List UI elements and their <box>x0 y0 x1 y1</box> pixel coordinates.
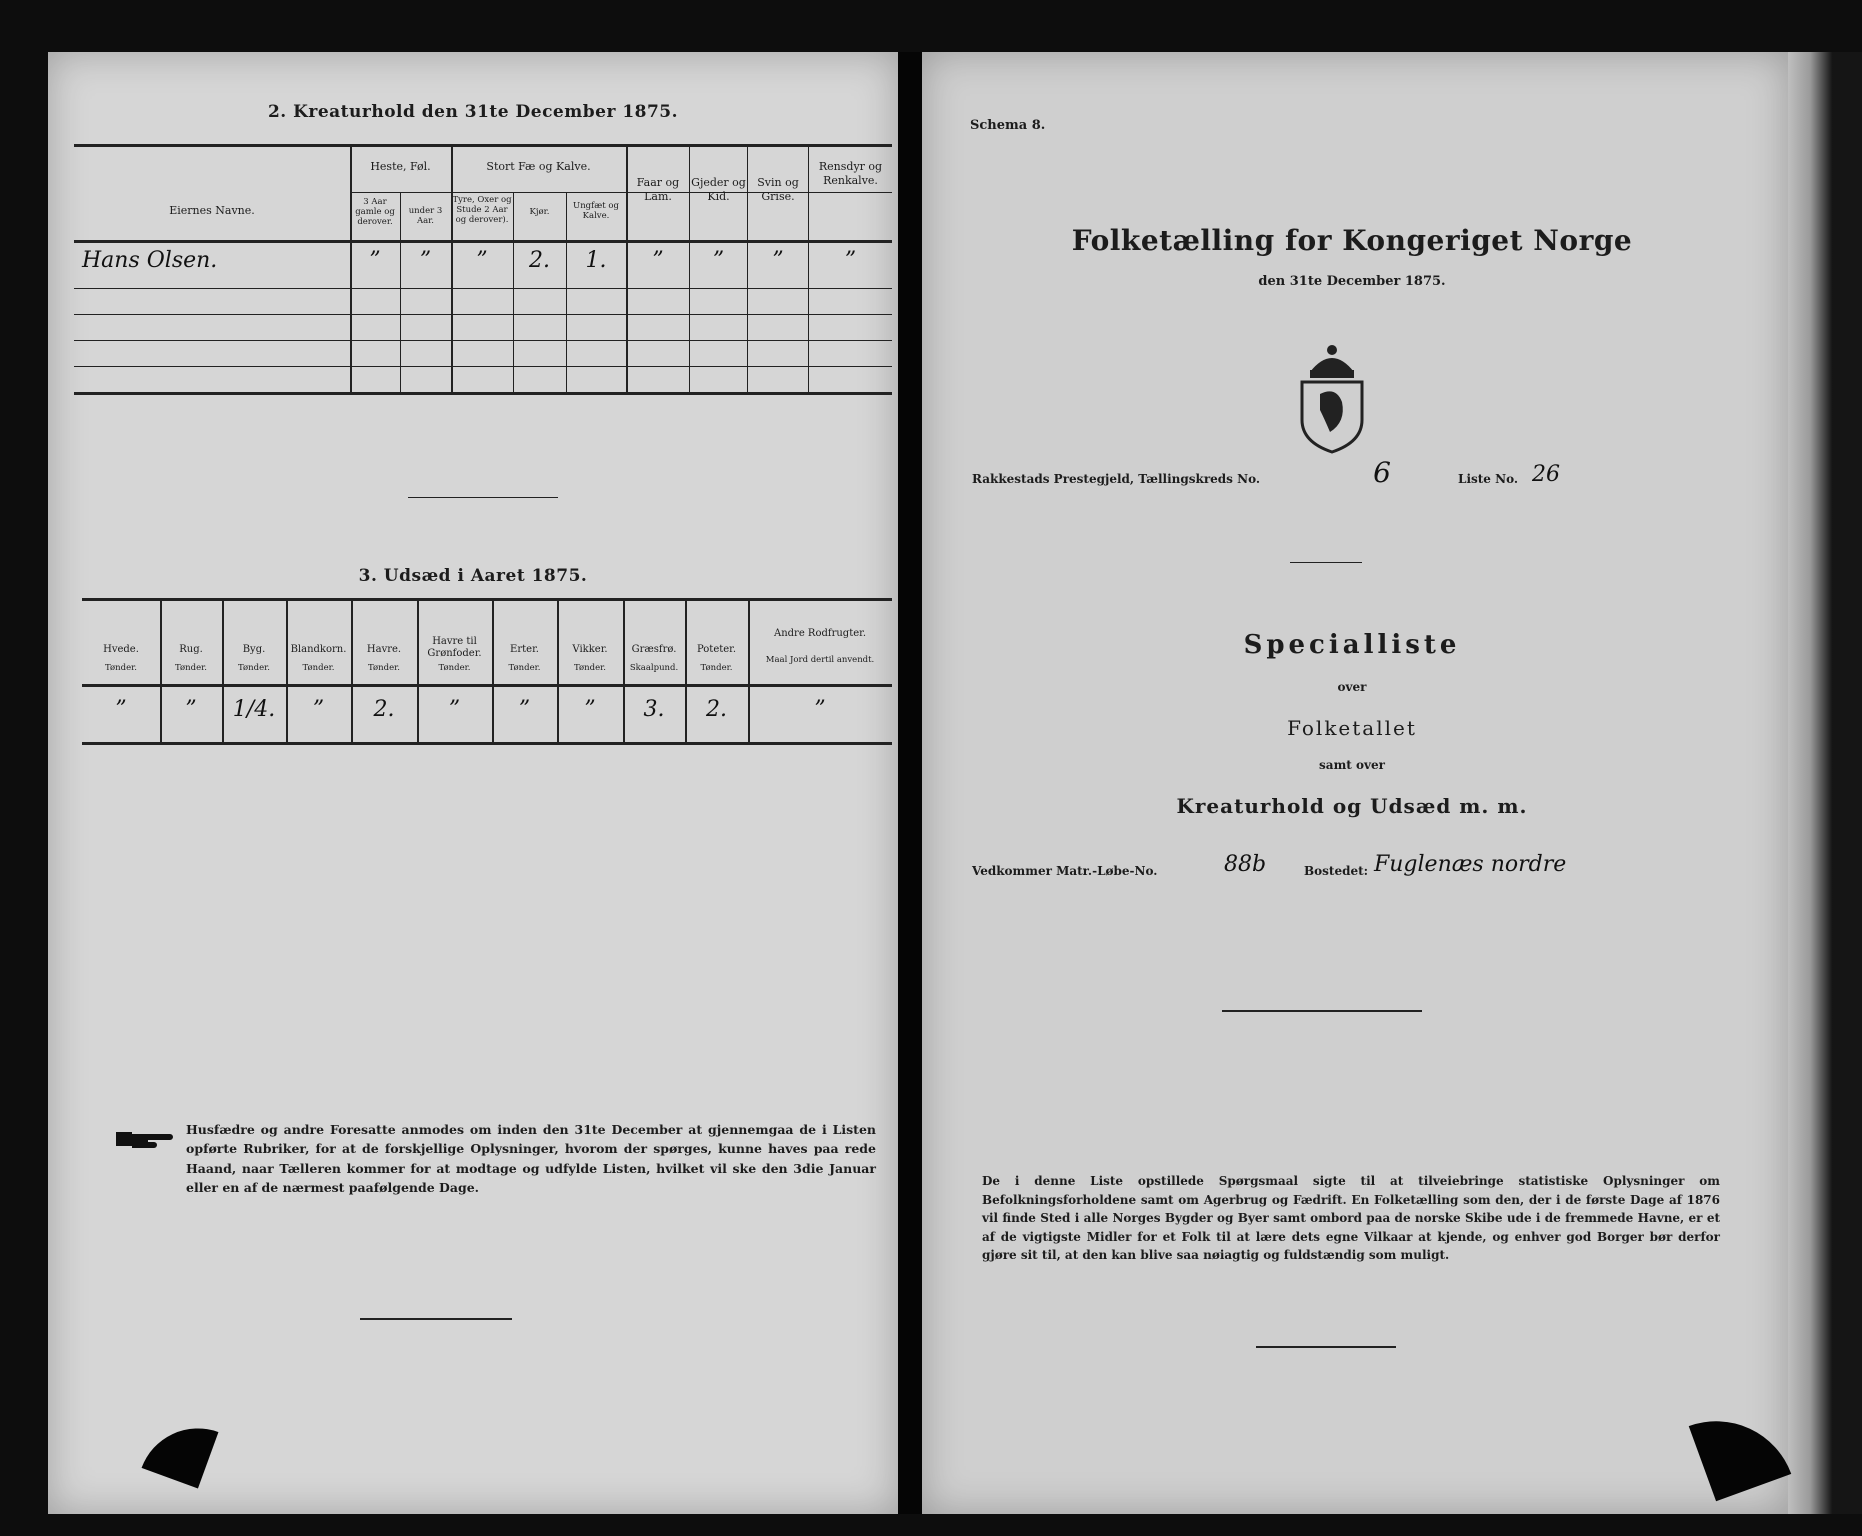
col-tyre-oxer: Tyre, Oxer og Stude 2 Aar og derover). <box>452 195 512 225</box>
kreds-number: 6 <box>1373 456 1391 489</box>
unit-andre-rodfrugter: Maal Jord dertil anvendt. <box>765 655 875 665</box>
unit-havre: Tønder. <box>368 663 400 673</box>
prestegjeld-label: Rakkestads Prestegjeld, Tællingskreds No. <box>972 472 1261 486</box>
col-havre: Havre. <box>366 644 402 655</box>
col-kjor: Kjør. <box>529 207 550 217</box>
notice-text: Husfædre og andre Foresatte anmodes om inden den 31te December at gjennemgaa de i Listen opførte Rubriker, for at de forskjellige Oplysninger, hvorom der spørges, kunne haves paa rede Haand, naar Tælleren kommer for at modtage og udfylde Listen, hvilket vil ske den 3die Januar eller en af de nærmest paafølgende Dage. <box>186 1122 876 1196</box>
col-gjeder: Gjeder og Kid. <box>691 176 746 203</box>
unit-graesfro: Skaalpund. <box>629 663 679 673</box>
val-byg: 1/4. <box>232 697 276 722</box>
val-poteter: 2. <box>706 697 727 722</box>
unit-poteter: Tønder. <box>700 663 733 673</box>
unit-rug: Tønder. <box>175 663 207 673</box>
unit-blandkorn: Tønder. <box>302 663 335 673</box>
col-faar: Faar og Lam. <box>636 176 680 203</box>
col-rensdyr: Rensdyr og Renkalve. <box>818 160 883 187</box>
col-eiernes-navne: Eiernes Navne. <box>169 204 255 217</box>
specialliste-heading: Specialliste <box>1243 630 1461 660</box>
bosted-value: Fuglenæs nordre <box>1374 852 1567 877</box>
bosted-label: Bostedet: <box>1304 864 1369 878</box>
col-rug: Rug. <box>179 644 203 655</box>
col-heste: Heste, Føl. <box>370 160 431 173</box>
col-graesfro: Græsfrø. <box>631 644 677 655</box>
liste-label: Liste No. <box>1458 472 1519 486</box>
col-byg: Byg. <box>242 644 266 655</box>
val-heste-3aar: ” <box>369 248 381 273</box>
col-heste-3aar: 3 Aar gamle og derover. <box>355 197 395 227</box>
matr-number: 88b <box>1223 852 1267 877</box>
col-vikker: Vikker. <box>572 644 608 655</box>
val-ungfae: 1. <box>585 248 607 273</box>
separator-line <box>408 497 558 498</box>
col-blandkorn: Blandkorn. <box>290 644 347 655</box>
val-heste-under3: ” <box>419 248 432 273</box>
main-title: Folketælling for Kongeriget Norge <box>1071 224 1633 257</box>
kreaturhold-heading: Kreaturhold og Udsæd m. m. <box>1176 794 1528 818</box>
col-svin: Svin og Grise. <box>757 176 799 203</box>
val-blandkorn: ” <box>312 697 325 722</box>
col-erter: Erter. <box>510 644 539 655</box>
unit-havre-gronfoder: Tønder. <box>438 663 471 673</box>
page-fold <box>898 52 922 1514</box>
val-erter: ” <box>518 697 531 722</box>
col-ungfae: Ungfæt og Kalve. <box>573 201 619 221</box>
val-havre-gronfoder: ” <box>448 697 461 722</box>
right-edge-shadow <box>1788 52 1862 1514</box>
val-vikker: ” <box>584 697 596 722</box>
kreaturhold-title: 2. Kreaturhold den 31te December 1875. <box>267 102 679 122</box>
pointing-hand-icon <box>114 1124 176 1154</box>
schema-label: Schema 8. <box>970 118 1046 133</box>
val-hvede: ” <box>115 697 127 722</box>
val-rensdyr: ” <box>844 248 857 273</box>
census-date: den 31te December 1875. <box>1258 274 1446 289</box>
owner-name: Hans Olsen. <box>82 248 218 273</box>
right-page <box>922 52 1788 1514</box>
val-svin: ” <box>772 248 784 273</box>
unit-vikker: Tønder. <box>574 663 606 673</box>
over-text: over <box>1337 680 1367 694</box>
val-kjor: 2. <box>529 248 550 273</box>
unit-hvede: Tønder. <box>105 663 137 673</box>
val-rug: ” <box>185 697 197 722</box>
val-graesfro: 3. <box>643 697 665 722</box>
val-faar: ” <box>652 248 664 273</box>
val-andre-rodfrugter: ” <box>814 697 826 722</box>
bottom-rule-right <box>1256 1346 1396 1348</box>
val-havre: 2. <box>373 697 395 722</box>
col-heste-under3: under 3 Aar. <box>408 206 443 226</box>
liste-number: 26 <box>1532 462 1560 487</box>
bottom-rule-left <box>360 1318 512 1320</box>
val-gjeder: ” <box>712 248 725 273</box>
unit-erter: Tønder. <box>508 663 541 673</box>
explanation-paragraph: De i denne Liste opstillede Spørgsmaal sigte til at tilveiebringe statistiske Oplysninger om Befolkningsforholdene samt om Agerbrug og Fædrift. En Folketælling som den, der i de første Dage af 1876 vil finde Sted i alle Norges Bygder og Byer samt ombord paa de norske Skibe ude i de fremmede Havne, er et af de vigtigste Midler for et Folk til at lære dets egne Vilkaar at kjende, og enhver god Borger bør derfor gjøre sit til, at den kan blive saa nøiagtig og fuldstændig som muligt. <box>982 1174 1720 1263</box>
coat-of-arms-icon <box>1290 342 1374 454</box>
udsaed-title: 3. Udsæd i Aaret 1875. <box>358 566 588 586</box>
col-hvede: Hvede. <box>103 644 139 655</box>
col-andre-rodfrugter: Andre Rodfrugter. <box>773 628 866 639</box>
unit-byg: Tønder. <box>238 663 270 673</box>
matr-label: Vedkommer Matr.-Løbe-No. <box>972 864 1158 878</box>
left-page <box>48 52 898 1514</box>
samt-over-text: samt over <box>1319 758 1385 772</box>
val-tyre-oxer: ” <box>476 248 488 273</box>
middle-rule <box>1222 1010 1422 1012</box>
col-stort-fae: Stort Fæ og Kalve. <box>486 160 591 173</box>
col-havre-gronfoder: Havre til Grønfoder. <box>427 636 482 659</box>
col-poteter: Poteter. <box>696 644 737 655</box>
short-rule <box>1290 562 1362 563</box>
folketallet-heading: Folketallet <box>1287 716 1417 740</box>
